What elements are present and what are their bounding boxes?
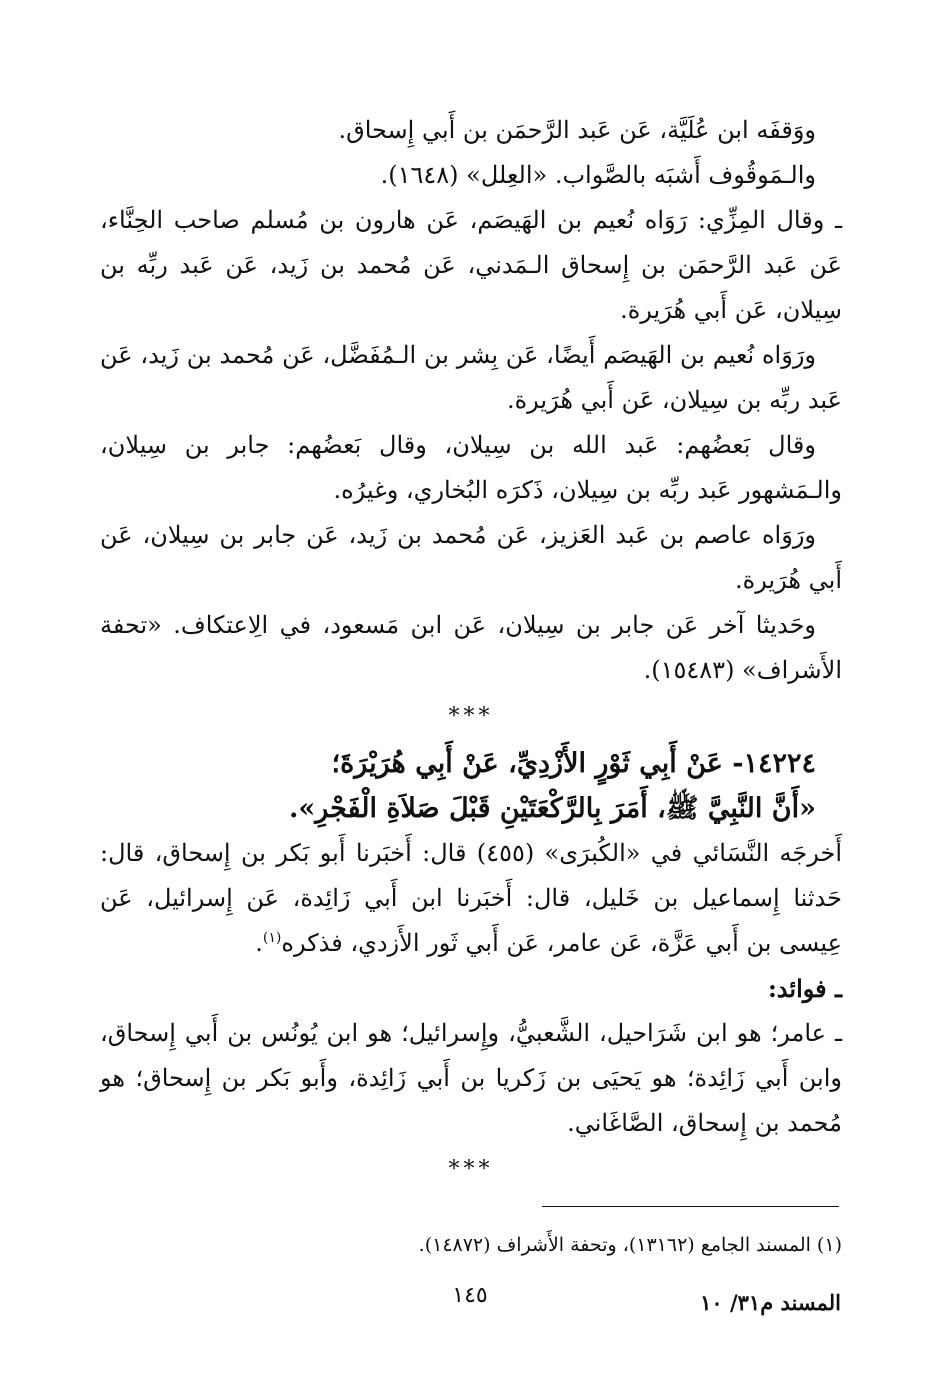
paragraph-asim-riwaya: ورَوَاه عاصم بن عَبد العَزيز، عَن مُحمد بن زَيد، عَن جابر بن سِيلان، عَن أَبي هُرَيرة. (100, 521, 842, 594)
footnote-marker: (١) (262, 930, 282, 946)
footnote: (١) المسند الجامع (١٣١٦٢)، وتحفة الأَشراف (١٤٨٧٢). (418, 1234, 842, 1256)
takhrij-end: . (255, 929, 263, 957)
fawaid-heading: ـ فوائد: (767, 974, 842, 1003)
footnote-divider (542, 1206, 839, 1207)
volume-signature: المسند م٣١/ ١٠ (700, 1290, 841, 1315)
hadith-heading: ١٤٢٢٤- عَنْ أَبِي ثَوْرٍ الأَزْدِيِّ، عَنْ أَبِي هُرَيْرَةَ؛ (331, 748, 816, 779)
section-separator-end: *** (448, 1157, 494, 1182)
paragraph-mawquf-ibn-ulayya: ووَقفَه ابن عُلَيَّة، عَن عَبد الرَّحمَن بن أَبي إِسحاق. (338, 116, 816, 144)
paragraph-nuaym-riwaya: ورَوَاه نُعيم بن الهَيصَم أَيضًا، عَن بِشر بن الـمُفَضَّل، عَن مُحمد بن زَيد، عَن عَبد ربِّه بن سِيلان، عَن أَبي هُرَيرة. (100, 341, 842, 414)
section-separator: *** (448, 704, 494, 729)
paragraph-tuhfa-ref: وحَديثا آخر عَن جابر بن سِيلان، عَن ابن مَسعود، في الِاعتكاف. «تحفة الأَشراف» (١٥٤٨٣). (100, 611, 842, 684)
paragraph-fawaid: ـ عامر؛ هو ابن شَرَاحيل، الشَّعبيُّ، وإِسرائيل؛ هو ابن يُونُس بن أَبي إِسحاق، وابن أَبي زَائِدة؛ هو يَحيَى بن زَكريا بن أَبي زَائِدة، وأَبو بَكر بن إِسحاق؛ هو مُحمد بن إِسحاق، الصَّاغَاني. (100, 1019, 842, 1137)
paragraph-mizzi: ـ وقال المِزِّي: رَوَاه نُعيم بن الهَيصَم، عَن هارون بن مُسلم صاحب الحِنَّاء، عَن عَبد الرَّحمَن بن إِسحاق الـمَدني، عَن مُحمد بن زَيد، عَن عَبد ربِّه بن سِيلان، عَن أَبي هُرَيرة. (100, 206, 842, 324)
paragraph-name-variants: وقال بَعضُهم: عَبد الله بن سِيلان، وقال بَعضُهم: جابر بن سِيلان، والـمَشهور عَبد ربِّه بن سِيلان، ذَكرَه البُخاري، وغيرُه. (100, 431, 842, 504)
takhrij-text: أَخرجَه النَّسَائي في «الكُبرَى» (٤٥٥) قال: أَخبَرنا أَبو بَكر بن إِسحاق، قال: حَدثنا إِسماعيل بن خَليل، قال: أَخبَرنا ابن أَبي زَائِدة، عَن إِسرائيل، عَن عِيسى بن أَبي عَزَّة، عَن عامر، عَن أَبي ثَور الأَزدي، فذكره (100, 839, 842, 957)
main-text (100, 108, 842, 1194)
hadith-text: «أَنَّ النَّبِيَّ ﷺ، أَمَرَ بِالرَّكْعَتَيْنِ قَبْلَ صَلاَةِ الْفَجْرِ». (289, 793, 816, 824)
paragraph-takhrij (100, 831, 842, 966)
page-number: ١٤٥ (452, 1283, 488, 1308)
paragraph-ilal-ref: والـمَوقُوف أَشبَه بالصَّواب. «العِلل» (١٦٤٨). (380, 161, 816, 189)
